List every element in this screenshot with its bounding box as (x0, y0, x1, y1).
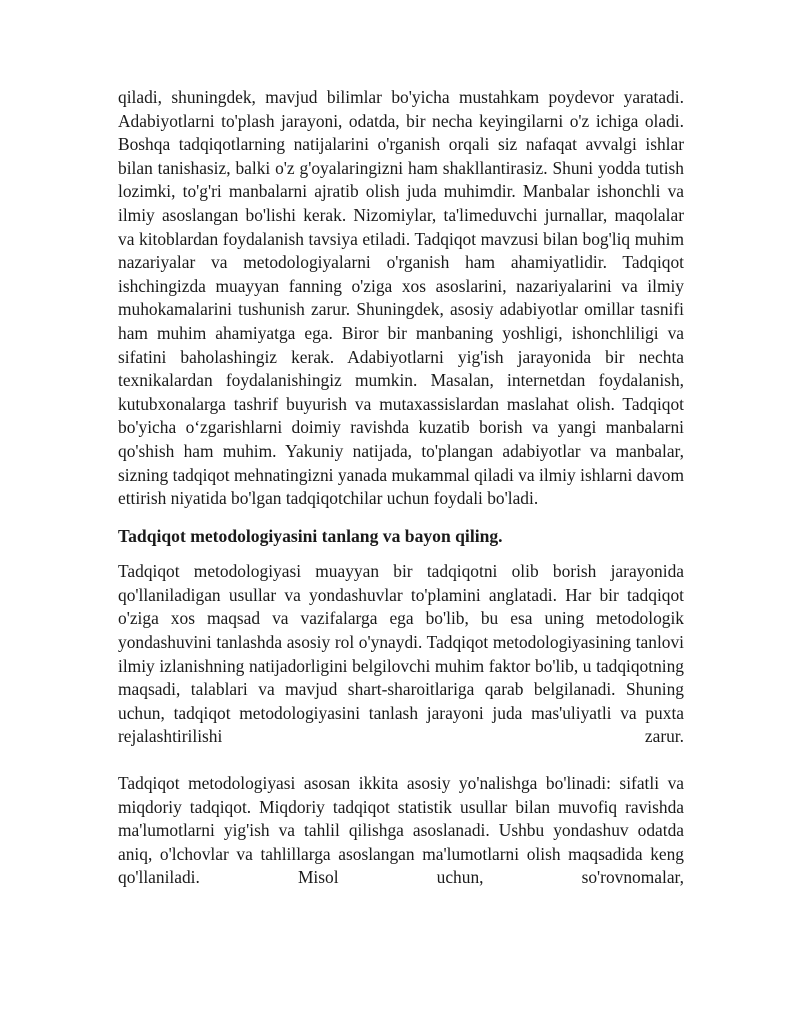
paragraph-methodology-types: Tadqiqot metodologiyasi asosan ikkita asosiy yo'nalishga bo'linadi: sifatli va miqdoriy tadqiqot. Miqdoriy tadqiqot statistik usullar bilan muvofiq ravishda ma'lumotlarni yig'ish va tahlil qilishga asoslanadi. Ushbu yondashuv odatda aniq, o'lchovlar va tahlillarga asoslangan ma'lumotlarni olish maqsadida keng qo'llaniladi. Misol uchun, so'rovnomalar, (118, 773, 684, 888)
paragraph-methodology-intro: Tadqiqot metodologiyasi muayyan bir tadqiqotni olib borish jarayonida qo'llaniladigan usullar va yondashuvlar to'plamini anglatadi. Har bir tadqiqot o'ziga xos maqsad va vazifalarga ega bo'lib, bu esa uning metodologik yondashuvini tanlashda asosiy rol o'ynaydi. Tadqiqot metodologiyasining tanlovi ilmiy izlanishning natijadorligini belgilovchi muhim faktor bo'lib, u tadqiqotning maqsadi, talablari va mavjud shart-sharoitlariga qarab belgilanadi. Shuning uchun, tadqiqot metodologiyasini tanlash jarayoni juda mas'uliyatli va puxta rejalashtirilishi zarur. (118, 561, 684, 747)
section-heading: Tadqiqot metodologiyasini tanlang va bayon qiling. (118, 525, 503, 546)
document-page (118, 86, 684, 890)
paragraph-literature: qiladi, shuningdek, mavjud bilimlar bo'yicha mustahkam poydevor yaratadi. Adabiyotlarni to'plash jarayoni, odatda, bir necha keyingilarni o'z ichiga oladi. Boshqa tadqiqotlarning natijalarini o'rganish orqali siz nafaqat avvalgi ishlar bilan tanishasiz, balki o'z g'oyalaringizni ham shakllantirasiz. Shuni yodda tutish lozimki, to'g'ri manbalarni ajratib olish juda muhimdir. Manbalar ishonchli va ilmiy asoslangan bo'lishi kerak. Nizomiylar, ta'limeduvchi jurnallar, maqolalar va kitoblardan foydalanish tavsiya etiladi. Tadqiqot mavzusi bilan bog'liq muhim nazariyalar va metodologiyalarni o'rganish ham ahamiyatlidir. Tadqiqot ishchingizda muayyan fanning o'ziga xos asoslarini, nazariyalarini va ilmiy muhokamalarini tushunish zarur. Shuningdek, asosiy adabiyotlar omillar tasnifi ham muhim ahamiyatga ega. Biror bir manbaning yoshligi, ishonchliligi va sifatini baholashingiz kerak. Adabiyotlarni yig'ish jarayonida bir nechta texnikalardan foydalanishingiz mumkin. Masalan, internetdan foydalanish, kutubxonalarga tashrif buyurish va mutaxassislardan maslahat olish. Tadqiqot bo'yicha o‘zgarishlarni doimiy ravishda kuzatib borish va yangi manbalarni qo'shish ham muhim. Yakuniy natijada, to'plangan adabiyotlar va manbalar, sizning tadqiqot mehnatingizni yanada mukammal qiladi va ilmiy ishlarni davom ettirish niyatida bo'lgan tadqiqotchilar uchun foydali bo'ladi. (118, 87, 684, 509)
paragraph-spacer (118, 749, 684, 772)
